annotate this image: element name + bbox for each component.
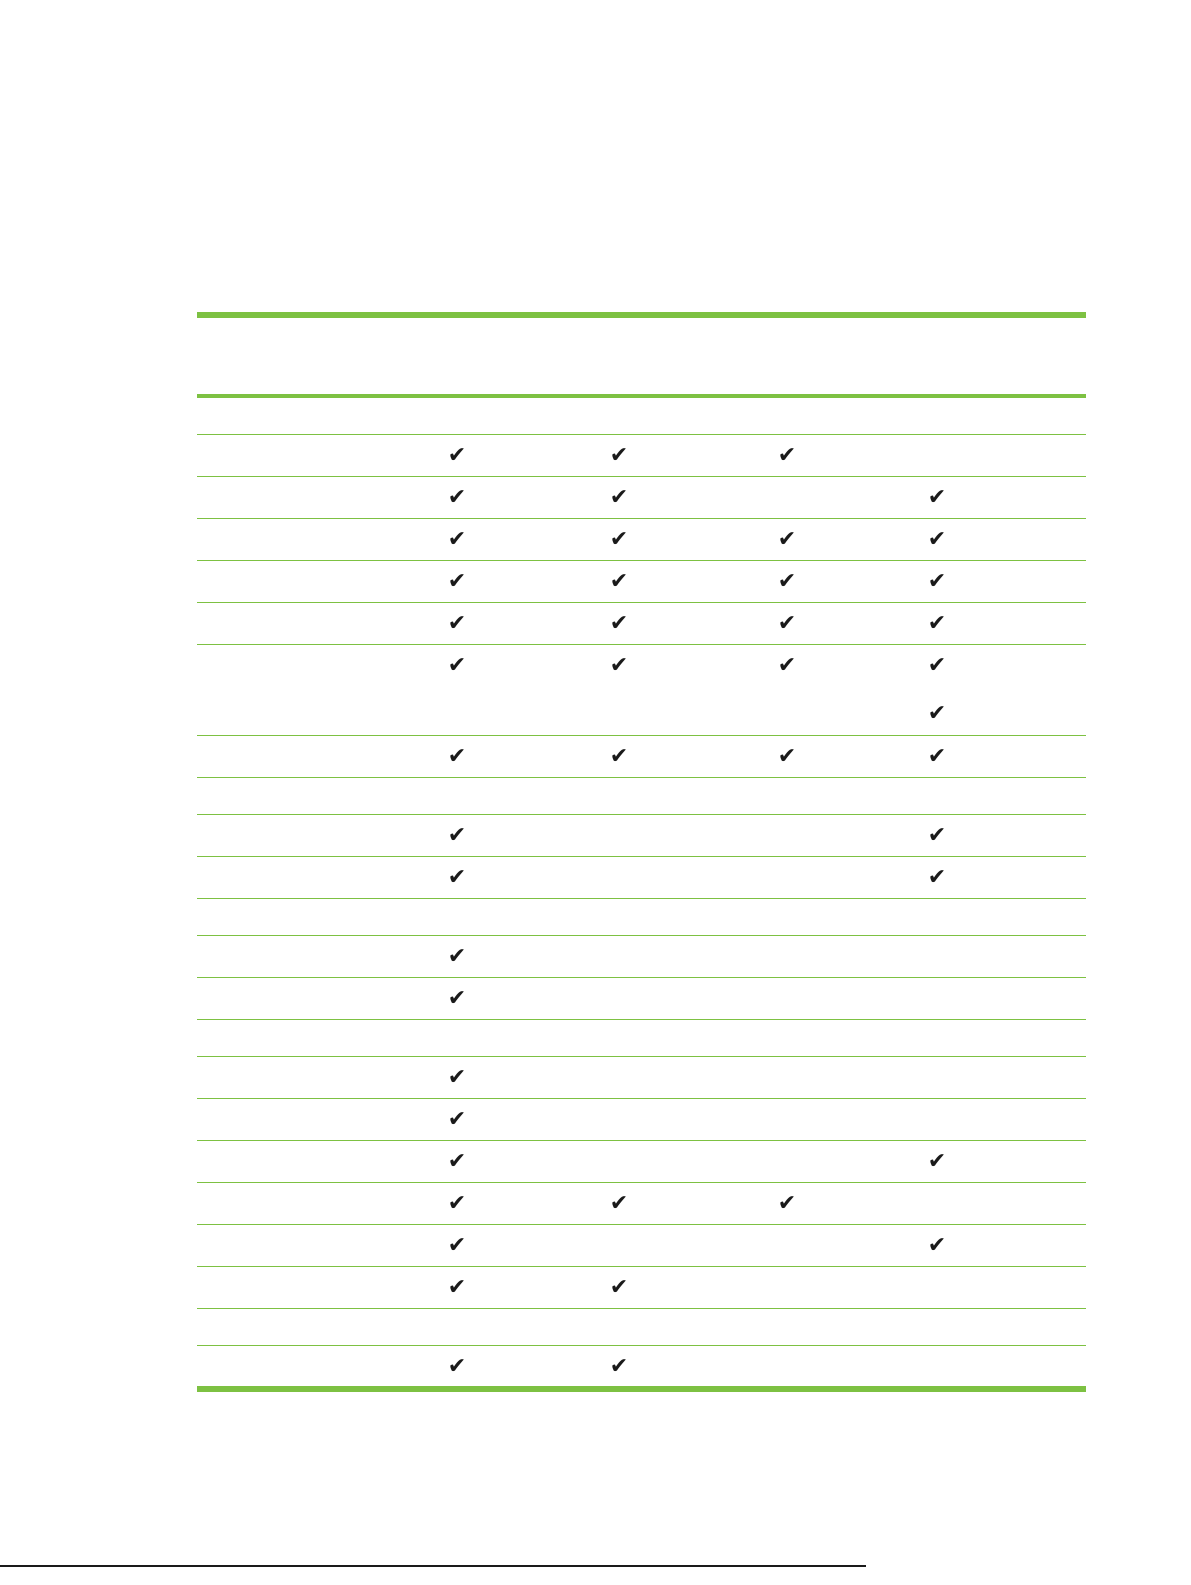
table-row [197, 1309, 1086, 1346]
table-bottom-rule [197, 1386, 1086, 1392]
checkmark-icon: ✔ [927, 569, 947, 594]
checkmark-icon: ✔ [777, 569, 797, 594]
checkmark-icon: ✔ [927, 823, 947, 848]
checkmark-icon: ✔ [927, 865, 947, 890]
table-row [197, 1057, 1086, 1099]
checkmark-icon: ✔ [777, 611, 797, 636]
checkmark-icon: ✔ [609, 1191, 629, 1216]
checkmark-icon: ✔ [447, 1107, 467, 1132]
checkmark-icon: ✔ [777, 443, 797, 468]
table-row [197, 936, 1086, 978]
table-row [197, 519, 1086, 561]
table-row [197, 899, 1086, 936]
checkmark-icon: ✔ [777, 1191, 797, 1216]
table-row [197, 398, 1086, 435]
checkmark-icon: ✔ [447, 611, 467, 636]
checkmark-icon: ✔ [447, 744, 467, 769]
checkmark-icon: ✔ [609, 443, 629, 468]
checkmark-icon: ✔ [447, 527, 467, 552]
table-row [197, 477, 1086, 519]
table-body [197, 398, 1086, 1386]
checkmark-icon: ✔ [777, 744, 797, 769]
checkmark-icon: ✔ [609, 611, 629, 636]
table-row [197, 1346, 1086, 1386]
feature-table [197, 312, 1086, 1392]
checkmark-icon: ✔ [447, 1065, 467, 1090]
checkmark-icon: ✔ [447, 1149, 467, 1174]
checkmark-icon: ✔ [447, 986, 467, 1011]
checkmark-icon: ✔ [447, 653, 467, 678]
checkmark-icon: ✔ [777, 653, 797, 678]
checkmark-icon: ✔ [609, 653, 629, 678]
checkmark-icon: ✔ [609, 1354, 629, 1379]
checkmark-icon: ✔ [447, 569, 467, 594]
table-row [197, 736, 1086, 778]
table-row [197, 1099, 1086, 1141]
table-row [197, 1141, 1086, 1183]
checkmark-icon: ✔ [927, 527, 947, 552]
table-row [197, 645, 1086, 736]
checkmark-icon: ✔ [927, 1149, 947, 1174]
checkmark-icon: ✔ [777, 527, 797, 552]
checkmark-icon: ✔ [447, 823, 467, 848]
checkmark-icon: ✔ [609, 569, 629, 594]
checkmark-icon: ✔ [447, 944, 467, 969]
table-row [197, 857, 1086, 899]
checkmark-icon: ✔ [447, 1354, 467, 1379]
table-row [197, 978, 1086, 1020]
table-row [197, 1267, 1086, 1309]
checkmark-icon: ✔ [927, 701, 947, 726]
footer-line [0, 1565, 866, 1567]
table-row [197, 1225, 1086, 1267]
table-header-row [197, 318, 1086, 394]
table-row [197, 778, 1086, 815]
checkmark-icon: ✔ [609, 485, 629, 510]
checkmark-icon: ✔ [447, 1233, 467, 1258]
table-row [197, 815, 1086, 857]
checkmark-icon: ✔ [609, 744, 629, 769]
table-row [197, 561, 1086, 603]
table-row [197, 435, 1086, 477]
checkmark-icon: ✔ [447, 485, 467, 510]
checkmark-icon: ✔ [927, 611, 947, 636]
checkmark-icon: ✔ [447, 1275, 467, 1300]
checkmark-icon: ✔ [927, 653, 947, 678]
table-row [197, 1183, 1086, 1225]
table-row [197, 1020, 1086, 1057]
checkmark-icon: ✔ [447, 1191, 467, 1216]
table-row [197, 603, 1086, 645]
checkmark-icon: ✔ [447, 443, 467, 468]
checkmark-icon: ✔ [927, 485, 947, 510]
checkmark-icon: ✔ [927, 744, 947, 769]
checkmark-icon: ✔ [609, 527, 629, 552]
checkmark-icon: ✔ [447, 865, 467, 890]
checkmark-icon: ✔ [927, 1233, 947, 1258]
checkmark-icon: ✔ [609, 1275, 629, 1300]
